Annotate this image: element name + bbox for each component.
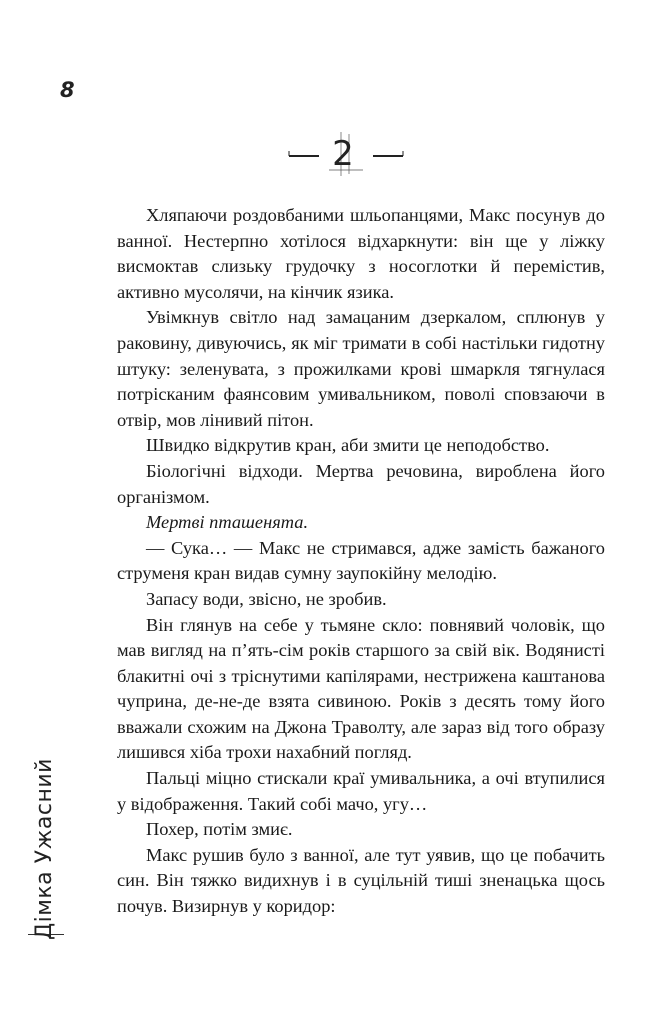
paragraph: Мертві пташенята. (146, 512, 309, 533)
paragraph: Хляпаючи роздовбаними шльопанцями, Макс посунув до ванної. Нестерпно хотілося відхаркнути: він ще у ліжку висмоктав слизьку грудочку з носоглотки й перемістив, активно мусолячи, на кінчик язика. (117, 205, 605, 302)
chapter-number: 2 (332, 134, 354, 174)
paragraph: Він глянув на себе у тьмяне скло: повнявий чоловік, що мав вигляд на п’ять-сім років старшого за свій вік. Водянисті блакитні очі з тріснутими капілярами, нестрижена каштанова чуприна, де-не-де взята сивиною. Років з десять тому його вважали схожим на Джона Траволту, але зараз від того образу лишився хіба трохи нахабний погляд. (117, 614, 605, 763)
paragraph: Запасу води, звісно, не зробив. (146, 588, 387, 609)
paragraph: Пальці міцно стискали краї умивальника, а очі втупилися у відображення. Такий собі мачо, угу… (117, 768, 605, 814)
chapter-heading (0, 130, 661, 178)
page-number: 8 (60, 78, 75, 102)
paragraph: Швидко відкрутив кран, аби змити це неподобство. (146, 435, 550, 456)
chapter-body (117, 203, 605, 920)
paragraph: — Сука… — Макс не стримався, адже замість бажаного струменя кран видав сумну заупокійну мелодію. (117, 537, 605, 584)
paragraph: Біологічні відходи. Мертва речовина, вироблена його організмом. (117, 460, 605, 507)
paragraph: Похер, потім змиє. (146, 819, 293, 840)
running-title: Дімка Ужасний (32, 758, 57, 940)
paragraph: Макс рушив було з ванної, але тут уявив, що це побачить син. Він тяжко видихнув і в суцільній тиші зненацька щось почув. Визирнув у коридор: (117, 844, 605, 917)
paragraph: Увімкнув світло над замацаним дзеркалом, сплюнув у раковину, дивуючись, як міг тримати в собі настільки гидотну штуку: зеленувата, з прожилками крові шмаркля тягнулася потрісканим фаянсовим умивальником, поволі сповзаючи в отвір, мов лінивий пітон. (117, 307, 605, 430)
